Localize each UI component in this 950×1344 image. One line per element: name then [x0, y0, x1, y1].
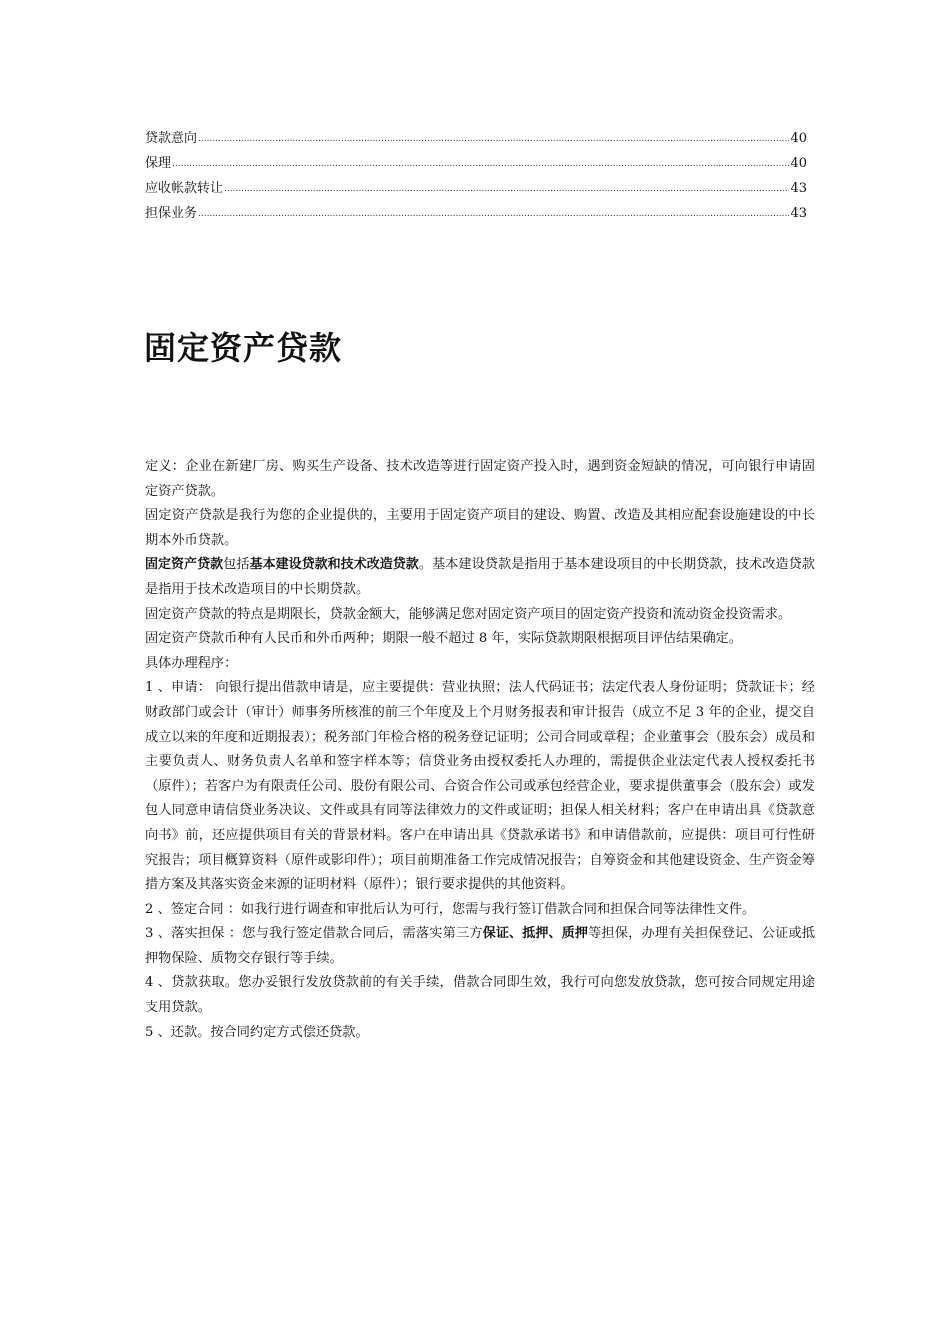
- procedure-step-apply: 1 、申请： 向银行提出借款申请是，应主要提供：营业执照；法人代码证书；法定代表人身份证明；贷款证卡；经财政部门或会计（审计）师事务所核准的前三个年度及上个月财务报表和审计报告（成立不足 3 年的企业，提交自成立以来的年度和近期报表）；税务部门年检合格的税务登记证明；公司合同或章程；企业董事会（股东会）成员和主要负责人、财务负责人名单和签字样本等；信贷业务由授权委托人办理的，需提供企业法定代表人授权委托书（原件）；若客户为有限责任公司、股份有限公司、合资合作公司或承包经营企业，要求提供董事会（股东会）或发包人同意申请信贷业务决议、文件或具有同等法律效力的文件或证明；担保人相关材料；客户在申请出具《贷款意向书》前，还应提供项目有关的背景材料。客户在申请出具《贷款承诺书》和申请借款前，应提供：项目可行性研究报告；项目概算资料（原件或影印件）；项目前期准备工作完成情况报告；自筹资金和其他建设资金、生产资金筹措方案及其落实资金来源的证明材料（原件）；银行要求提供的其他资料。: [145, 680, 815, 893]
- toc-entry-label: 应收帐款转让: [145, 181, 224, 196]
- guarantee-text-start: 3 、落实担保 ：您与我行签定借款合同后，需落实第三方: [145, 926, 483, 942]
- purpose-paragraph: 固定资产贷款是我行为您的企业提供的，主要用于固定资产项目的建设、购置、改造及其相应配套设施建设的中长期本外币贷款。: [145, 508, 815, 548]
- procedure-step-repayment: 5 、还款。按合同约定方式偿还贷款。: [145, 1024, 369, 1040]
- procedure-title: 具体办理程序：: [145, 655, 238, 671]
- currency-paragraph: 固定资产贷款币种有人民币和外币两种；期限一般不超过 8 年，实际贷款期限根据项目评估结果确定。: [145, 631, 743, 647]
- toc-entry[interactable]: [145, 126, 807, 151]
- toc-entry-label: 保理: [145, 156, 172, 171]
- table-of-contents: [145, 126, 807, 226]
- toc-leader-dots: [224, 177, 789, 202]
- definition-paragraph: 定义：企业在新建厂房、购买生产设备、技术改造等进行固定资产投入时，遇到资金短缺的情况，可向银行申请固定资产贷款。: [145, 459, 815, 499]
- section-body: [145, 455, 815, 1045]
- loan-types-highlight: 基本建设贷款和技术改造贷款: [249, 557, 419, 573]
- toc-entry[interactable]: [145, 201, 807, 226]
- toc-leader-dots: [198, 202, 789, 227]
- loan-types-paragraph: [145, 553, 815, 602]
- loan-types-description: 。基本建设贷款是指用于基本建设项目的中长期贷款，技术改造贷款是指用于技术改造项目的中长期贷款。: [145, 557, 815, 597]
- toc-entry-label: 贷款意向: [145, 131, 198, 146]
- toc-entry-page: 40: [790, 156, 807, 171]
- toc-entry[interactable]: [145, 176, 807, 201]
- procedure-step-disbursement: 4 、贷款获取。您办妥银行发放贷款前的有关手续，借款合同即生效，我行可向您发放贷款，您可按合同规定用途支用贷款。: [145, 975, 815, 1016]
- toc-entry-label: 担保业务: [145, 206, 198, 221]
- toc-entry-page: 43: [790, 181, 807, 196]
- toc-leader-dots: [172, 152, 789, 177]
- loan-types-connector: 包括: [223, 557, 250, 573]
- loan-types-term: 固定资产贷款: [145, 557, 224, 573]
- procedure-step-contract: 2 、签定合同 ：如我行进行调查和审批后认为可行，您需与我行签订借款合同和担保合同等法律性文件。: [145, 901, 756, 917]
- toc-entry-page: 40: [790, 131, 807, 146]
- procedure-step-guarantee: [145, 922, 815, 971]
- guarantee-highlight: 保证、抵押、质押: [482, 926, 589, 942]
- guarantee-text-end: 等担保，办理有关担保登记、公证或抵押物保险、质物交存银行等手续。: [145, 926, 815, 966]
- toc-entry[interactable]: [145, 151, 807, 176]
- toc-entry-page: 43: [790, 206, 807, 221]
- toc-leader-dots: [198, 127, 789, 152]
- section-heading: 固定资产贷款: [144, 329, 343, 367]
- features-paragraph: 固定资产贷款的特点是期限长，贷款金额大，能够满足您对固定资产项目的固定资产投资和流动资金投资需求。: [145, 606, 792, 622]
